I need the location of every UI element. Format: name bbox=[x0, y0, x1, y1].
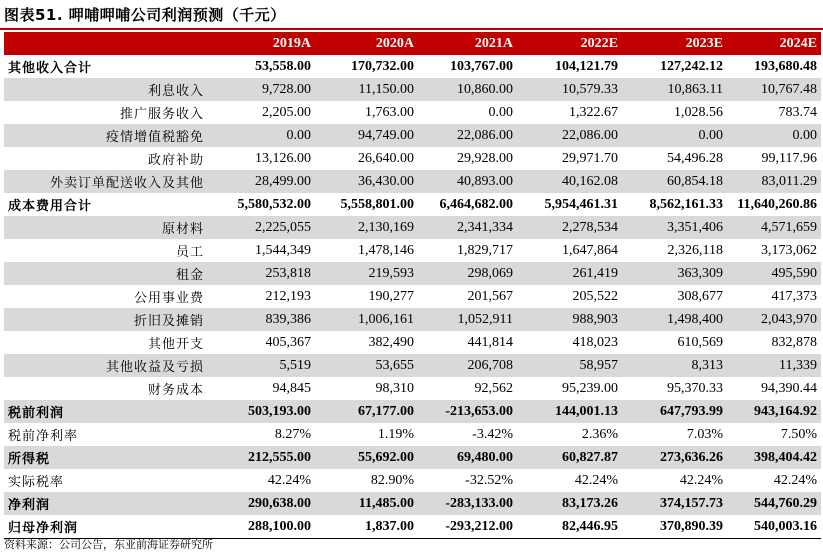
value-cell: 190,277 bbox=[368, 288, 414, 304]
row-label: 推广服务收入 bbox=[119, 107, 204, 122]
value-cell: -213,653.00 bbox=[418, 400, 517, 423]
table-row bbox=[4, 354, 821, 377]
value-cell: 4,571,659 bbox=[727, 216, 821, 239]
value-cell: 42.24% bbox=[574, 472, 618, 488]
value-cell: 103,767.00 bbox=[450, 58, 513, 74]
value-cell: -283,133.00 bbox=[418, 492, 517, 515]
value-cell: 5,954,461.31 bbox=[544, 196, 618, 212]
value-cell: 298,069 bbox=[418, 262, 517, 285]
header-2021a: 2021A bbox=[418, 32, 517, 55]
row-label: 外卖订单配送收入及其他 bbox=[4, 170, 208, 193]
value-cell: 988,903 bbox=[517, 308, 622, 331]
value-cell: 53,655 bbox=[315, 354, 418, 377]
header-2024e: 2024E bbox=[727, 32, 821, 55]
row-label: 净利润 bbox=[4, 492, 208, 515]
row-label: 其他收入合计 bbox=[8, 61, 93, 76]
value-cell: 1,498,400 bbox=[622, 308, 727, 331]
value-cell: 83,011.29 bbox=[727, 170, 821, 193]
value-cell: 10,860.00 bbox=[418, 78, 517, 101]
value-cell: -32.52% bbox=[465, 472, 513, 488]
value-cell: 11,339 bbox=[727, 354, 821, 377]
value-cell: 1,322.67 bbox=[569, 104, 618, 120]
value-cell: 3,173,062 bbox=[761, 242, 817, 258]
value-cell: 10,579.33 bbox=[517, 78, 622, 101]
value-cell: 261,419 bbox=[517, 262, 622, 285]
value-cell: 40,893.00 bbox=[418, 170, 517, 193]
value-cell: 95,239.00 bbox=[562, 380, 618, 396]
page-title: 图表51. 呷哺呷哺公司利润预测（千元） bbox=[4, 6, 286, 24]
value-cell: 8,313 bbox=[622, 354, 727, 377]
value-cell: 0.00 bbox=[622, 124, 727, 147]
value-cell: 308,677 bbox=[677, 288, 723, 304]
table-row bbox=[4, 400, 821, 423]
value-cell: 1.19% bbox=[377, 426, 414, 442]
value-cell: 2,341,334 bbox=[418, 216, 517, 239]
value-cell: 839,386 bbox=[208, 308, 315, 331]
value-cell: 2.36% bbox=[581, 426, 618, 442]
value-cell: 1,647,864 bbox=[562, 242, 618, 258]
table-row bbox=[4, 446, 821, 469]
value-cell: 544,760.29 bbox=[727, 492, 821, 515]
value-cell: 94,390.44 bbox=[761, 380, 817, 396]
value-cell: 2,130,169 bbox=[315, 216, 418, 239]
value-cell: 58,957 bbox=[517, 354, 622, 377]
value-cell: 36,430.00 bbox=[315, 170, 418, 193]
value-cell: 10,863.11 bbox=[622, 78, 727, 101]
value-cell: 22,086.00 bbox=[517, 124, 622, 147]
value-cell: 28,499.00 bbox=[208, 170, 315, 193]
value-cell: 398,404.42 bbox=[727, 446, 821, 469]
value-cell: 60,854.18 bbox=[622, 170, 727, 193]
value-cell: 2,326,118 bbox=[667, 242, 723, 258]
table-row bbox=[4, 285, 821, 308]
table-row bbox=[4, 193, 821, 216]
table-row bbox=[4, 216, 821, 239]
value-cell: 94,749.00 bbox=[315, 124, 418, 147]
table-row bbox=[4, 147, 821, 170]
value-cell: 2,278,534 bbox=[517, 216, 622, 239]
value-cell: 69,480.00 bbox=[418, 446, 517, 469]
value-cell: 2,043,970 bbox=[727, 308, 821, 331]
value-cell: 1,052,911 bbox=[418, 308, 517, 331]
value-cell: 418,023 bbox=[572, 334, 618, 350]
value-cell: 5,519 bbox=[208, 354, 315, 377]
value-cell: 8.27% bbox=[274, 426, 311, 442]
value-cell: 503,193.00 bbox=[208, 400, 315, 423]
table-row bbox=[4, 423, 821, 446]
value-cell: 370,890.39 bbox=[622, 515, 727, 539]
value-cell: 170,732.00 bbox=[351, 58, 414, 74]
value-cell: 104,121.79 bbox=[555, 58, 618, 74]
table-row bbox=[4, 78, 821, 101]
value-cell: 610,569 bbox=[677, 334, 723, 350]
value-cell: 212,193 bbox=[265, 288, 311, 304]
row-label: 成本费用合计 bbox=[8, 199, 93, 214]
value-cell: 11,640,260.86 bbox=[737, 196, 817, 212]
value-cell: 7.03% bbox=[686, 426, 723, 442]
table-row bbox=[4, 492, 821, 515]
value-cell: 60,827.87 bbox=[517, 446, 622, 469]
table-row bbox=[4, 239, 821, 262]
value-cell: 201,567 bbox=[467, 288, 513, 304]
value-cell: 13,126.00 bbox=[255, 150, 311, 166]
table-row bbox=[4, 377, 821, 400]
value-cell: 99,117.96 bbox=[761, 150, 817, 166]
table-row bbox=[4, 170, 821, 193]
value-cell: 1,837.00 bbox=[315, 515, 418, 539]
value-cell: 1,829,717 bbox=[457, 242, 513, 258]
value-cell: 405,367 bbox=[265, 334, 311, 350]
value-cell: 441,814 bbox=[467, 334, 513, 350]
value-cell: 98,310 bbox=[375, 380, 414, 396]
value-cell: 40,162.08 bbox=[517, 170, 622, 193]
value-cell: 1,544,349 bbox=[255, 242, 311, 258]
value-cell: 1,028.56 bbox=[674, 104, 723, 120]
row-label: 税前利润 bbox=[4, 400, 208, 423]
value-cell: 382,490 bbox=[368, 334, 414, 350]
value-cell: 42.24% bbox=[773, 472, 817, 488]
row-label: 其他开支 bbox=[147, 337, 204, 352]
value-cell: 95,370.33 bbox=[667, 380, 723, 396]
value-cell: 11,485.00 bbox=[315, 492, 418, 515]
value-cell: 647,793.99 bbox=[622, 400, 727, 423]
value-cell: 55,692.00 bbox=[315, 446, 418, 469]
row-label: 所得税 bbox=[4, 446, 208, 469]
value-cell: 288,100.00 bbox=[208, 515, 315, 539]
value-cell: 1,478,146 bbox=[358, 242, 414, 258]
table-row bbox=[4, 55, 821, 78]
header-2022e: 2022E bbox=[517, 32, 622, 55]
value-cell: 11,150.00 bbox=[315, 78, 418, 101]
row-label: 税前净利率 bbox=[8, 429, 79, 444]
value-cell: 193,680.48 bbox=[754, 58, 817, 74]
table-header-row bbox=[4, 32, 821, 55]
table-row bbox=[4, 262, 821, 285]
value-cell: 54,496.28 bbox=[667, 150, 723, 166]
value-cell: 94,845 bbox=[272, 380, 311, 396]
table-row bbox=[4, 469, 821, 492]
row-label: 员工 bbox=[175, 245, 204, 260]
value-cell: 9,728.00 bbox=[208, 78, 315, 101]
value-cell: 26,640.00 bbox=[358, 150, 414, 166]
row-label: 疫情增值税豁免 bbox=[4, 124, 208, 147]
profit-forecast-table bbox=[4, 32, 821, 539]
value-cell: 53,558.00 bbox=[255, 58, 311, 74]
value-cell: 783.74 bbox=[778, 104, 817, 120]
row-label: 折旧及摊销 bbox=[4, 308, 208, 331]
value-cell: 8,562,161.33 bbox=[649, 196, 723, 212]
table-row bbox=[4, 308, 821, 331]
row-label: 政府补助 bbox=[147, 153, 204, 168]
row-label: 其他收益及亏损 bbox=[4, 354, 208, 377]
row-label: 公用事业费 bbox=[133, 291, 204, 306]
value-cell: 0.00 bbox=[727, 124, 821, 147]
value-cell: 253,818 bbox=[208, 262, 315, 285]
value-cell: 832,878 bbox=[771, 334, 817, 350]
value-cell: 2,205.00 bbox=[262, 104, 311, 120]
row-label: 财务成本 bbox=[147, 383, 204, 398]
value-cell: 6,464,682.00 bbox=[439, 196, 513, 212]
value-cell: -293,212.00 bbox=[418, 515, 517, 539]
value-cell: 42.24% bbox=[267, 472, 311, 488]
value-cell: 212,555.00 bbox=[208, 446, 315, 469]
value-cell: 206,708 bbox=[418, 354, 517, 377]
value-cell: 67,177.00 bbox=[315, 400, 418, 423]
value-cell: 42.24% bbox=[679, 472, 723, 488]
value-cell: 1,006,161 bbox=[315, 308, 418, 331]
value-cell: 290,638.00 bbox=[208, 492, 315, 515]
table-row bbox=[4, 515, 821, 539]
value-cell: 943,164.92 bbox=[727, 400, 821, 423]
table-row bbox=[4, 331, 821, 354]
value-cell: 29,928.00 bbox=[457, 150, 513, 166]
row-label: 归母净利润 bbox=[4, 515, 208, 539]
value-cell: 144,001.13 bbox=[517, 400, 622, 423]
table-row bbox=[4, 101, 821, 124]
value-cell: 0.00 bbox=[208, 124, 315, 147]
value-cell: 540,003.16 bbox=[727, 515, 821, 539]
header-label-cell bbox=[4, 32, 208, 55]
row-label: 原材料 bbox=[4, 216, 208, 239]
value-cell: 1,763.00 bbox=[365, 104, 414, 120]
value-cell: 0.00 bbox=[488, 104, 513, 120]
value-cell: 5,558,801.00 bbox=[340, 196, 414, 212]
value-cell: -3.42% bbox=[472, 426, 513, 442]
row-label: 租金 bbox=[4, 262, 208, 285]
value-cell: 273,636.26 bbox=[622, 446, 727, 469]
source-note: 资料来源：公司公告，东亚前海证券研究所 bbox=[4, 538, 213, 551]
value-cell: 83,173.26 bbox=[517, 492, 622, 515]
value-cell: 92,562 bbox=[474, 380, 513, 396]
table-row bbox=[4, 124, 821, 147]
header-2019a: 2019A bbox=[208, 32, 315, 55]
value-cell: 22,086.00 bbox=[418, 124, 517, 147]
value-cell: 363,309 bbox=[622, 262, 727, 285]
value-cell: 2,225,055 bbox=[208, 216, 315, 239]
value-cell: 29,971.70 bbox=[562, 150, 618, 166]
row-label: 实际税率 bbox=[8, 475, 65, 490]
value-cell: 10,767.48 bbox=[727, 78, 821, 101]
value-cell: 82.90% bbox=[370, 472, 414, 488]
header-2023e: 2023E bbox=[622, 32, 727, 55]
value-cell: 5,580,532.00 bbox=[237, 196, 311, 212]
value-cell: 219,593 bbox=[315, 262, 418, 285]
value-cell: 417,373 bbox=[771, 288, 817, 304]
value-cell: 374,157.73 bbox=[622, 492, 727, 515]
row-label: 利息收入 bbox=[4, 78, 208, 101]
header-2020a: 2020A bbox=[315, 32, 418, 55]
value-cell: 3,351,406 bbox=[622, 216, 727, 239]
value-cell: 127,242.12 bbox=[660, 58, 723, 74]
title-divider bbox=[0, 28, 823, 30]
value-cell: 7.50% bbox=[780, 426, 817, 442]
value-cell: 82,446.95 bbox=[517, 515, 622, 539]
value-cell: 205,522 bbox=[572, 288, 618, 304]
value-cell: 495,590 bbox=[727, 262, 821, 285]
